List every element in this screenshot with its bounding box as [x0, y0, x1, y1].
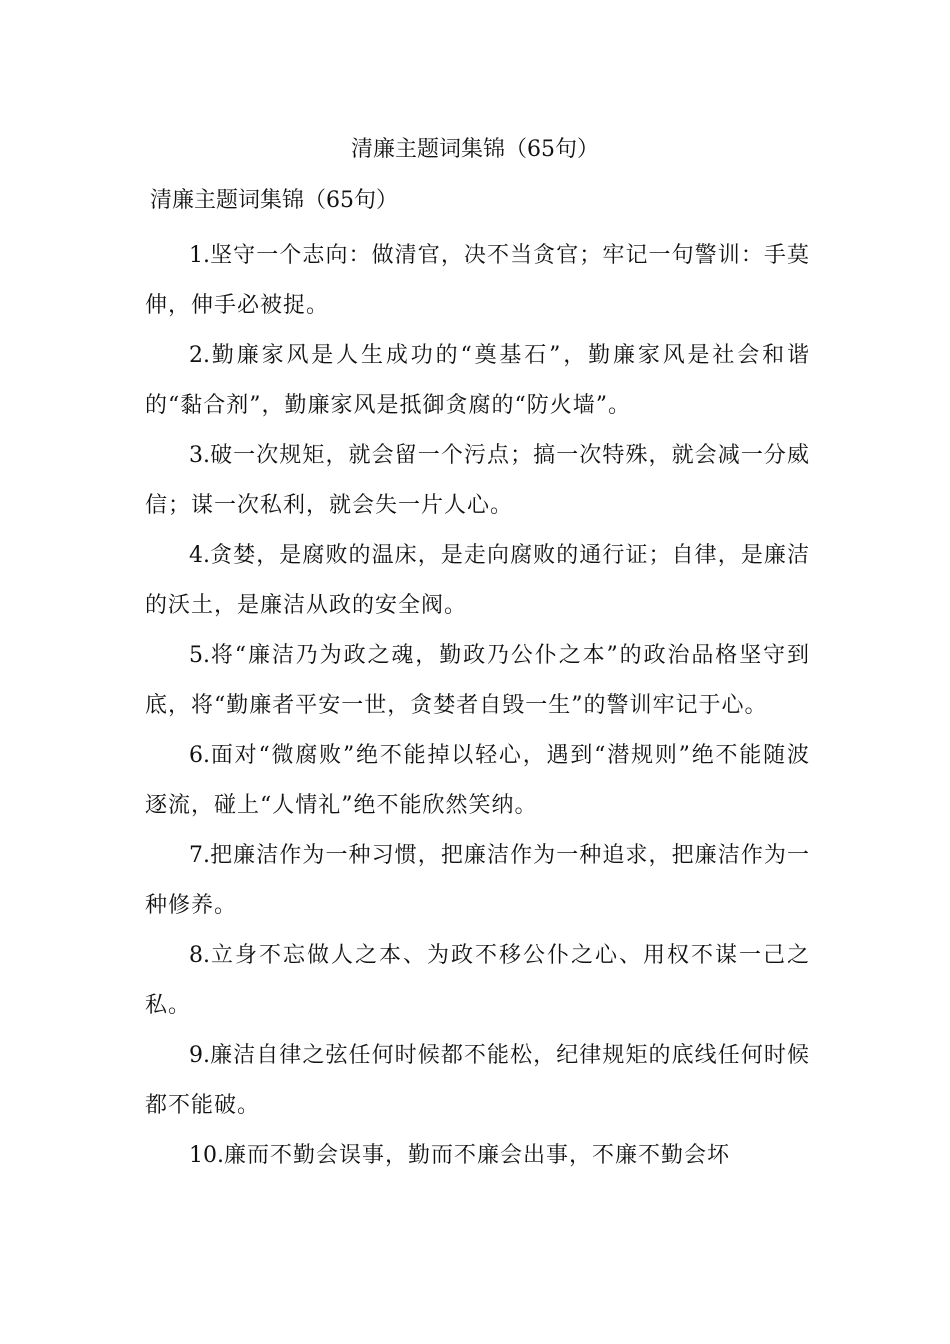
list-item: [145, 931, 810, 1031]
item-text: 廉而不勤会误事，勤而不廉会出事，不廉不勤会坏: [224, 1143, 731, 1168]
list-item: [145, 1131, 810, 1181]
item-number: 3.: [189, 443, 210, 468]
list-item: [145, 731, 810, 831]
item-number: 6.: [189, 743, 210, 768]
item-text: 立身不忘做人之本、为政不移公仆之心、用权不谋一己之私。: [145, 943, 810, 1018]
item-number: 8.: [189, 943, 210, 968]
item-text: 破一次规矩，就会留一个污点；搞一次特殊，就会减一分威信；谋一次私利，就会失一片人心。: [145, 443, 810, 518]
list-item: [145, 231, 810, 331]
document-body: [145, 231, 810, 1181]
item-text: 贪婪，是腐败的温床，是走向腐败的通行证；自律，是廉洁的沃土，是廉洁从政的安全阀。: [145, 543, 810, 618]
list-item: [145, 531, 810, 631]
item-number: 1.: [189, 243, 210, 268]
item-number: 10.: [189, 1143, 224, 1168]
list-item: [145, 831, 810, 931]
list-item: [145, 631, 810, 731]
item-number: 9.: [189, 1043, 210, 1068]
item-text: 廉洁自律之弦任何时候都不能松，纪律规矩的底线任何时候都不能破。: [145, 1043, 810, 1118]
item-number: 2.: [189, 343, 210, 368]
item-text: 勤廉家风是人生成功的“奠基石”，勤廉家风是社会和谐的“黏合剂”，勤廉家风是抵御贪腐的“防火墙”。: [145, 343, 810, 418]
list-item: [145, 431, 810, 531]
item-text: 面对“微腐败”绝不能掉以轻心，遇到“潜规则”绝不能随波逐流，碰上“人情礼”绝不能欣然笑纳。: [145, 743, 810, 818]
list-item: [145, 331, 810, 431]
document-subtitle: 清廉主题词集锦（65句）: [150, 188, 398, 213]
item-text: 坚守一个志向：做清官，决不当贪官；牢记一句警训：手莫伸，伸手必被捉。: [145, 243, 810, 318]
document-title: 清廉主题词集锦（65句）: [351, 137, 599, 162]
item-text: 将“廉洁乃为政之魂，勤政乃公仆之本”的政治品格坚守到底，将“勤廉者平安一世，贪婪者自毁一生”的警训牢记于心。: [145, 643, 810, 718]
list-item: [145, 1031, 810, 1131]
item-number: 7.: [189, 843, 210, 868]
item-number: 4.: [189, 543, 210, 568]
item-text: 把廉洁作为一种习惯，把廉洁作为一种追求，把廉洁作为一种修养。: [145, 843, 810, 918]
item-number: 5.: [189, 643, 210, 668]
